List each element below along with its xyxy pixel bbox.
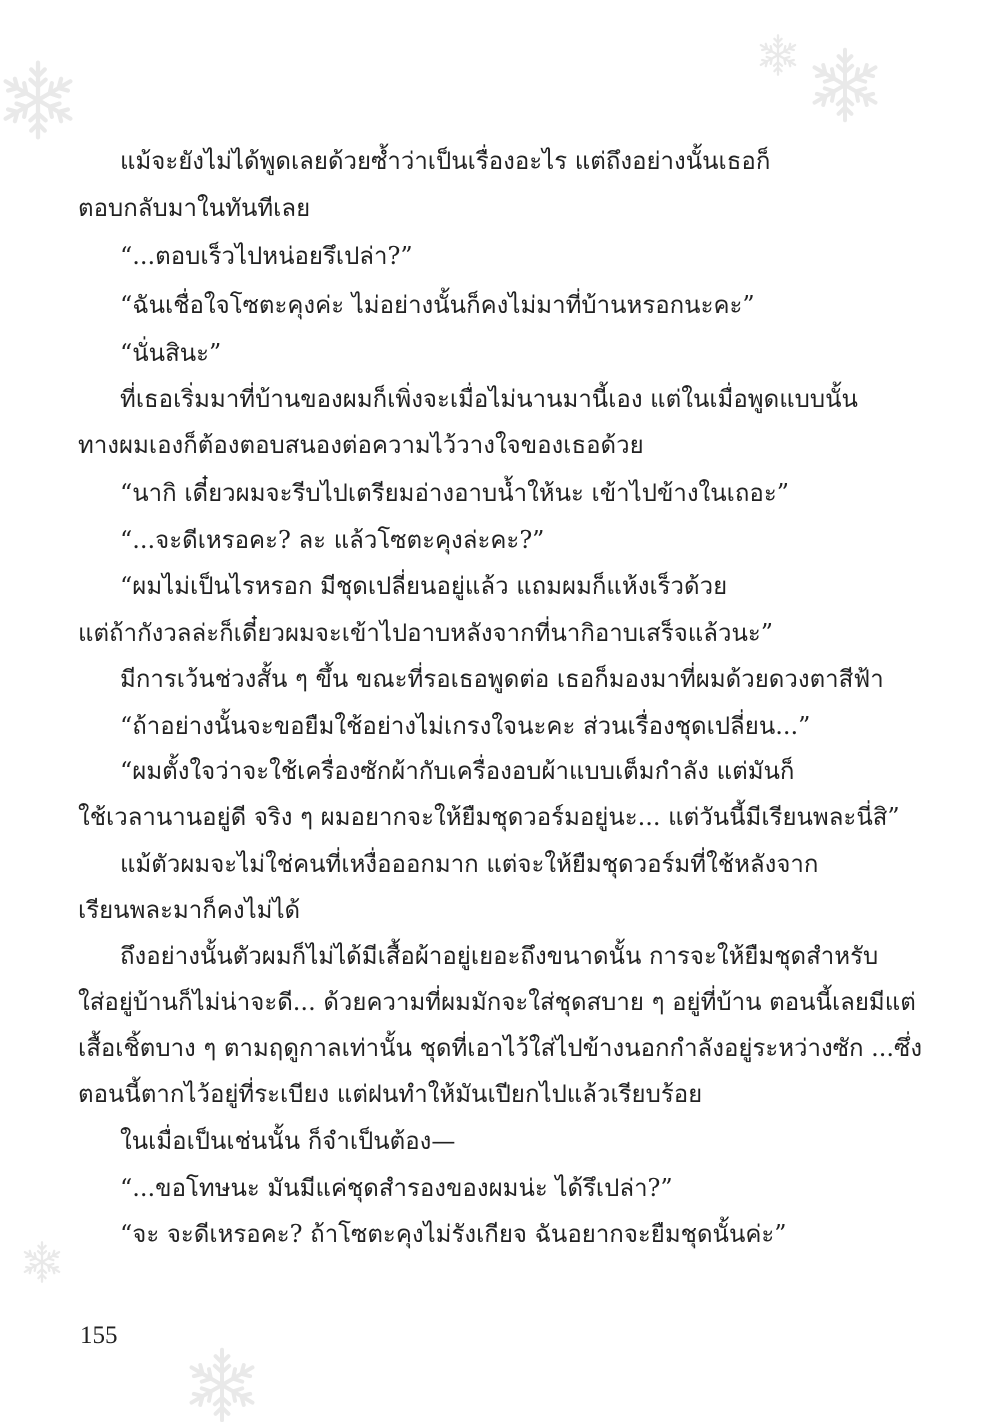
paragraph-line: ในเมื่อเป็นเช่นนั้น ก็จำเป็นต้อง— — [120, 1127, 456, 1155]
paragraph-line: ใส่อยู่บ้านก็ไม่น่าจะดี... ด้วยความที่ผมมักจะใส่ชุดสบาย ๆ อยู่ที่บ้าน ตอนนี้เลยมีแต่ — [78, 988, 916, 1016]
paragraph-line: ตอบกลับมาในทันทีเลย — [78, 194, 311, 222]
dialogue-line: “นั่นสินะ” — [120, 339, 222, 367]
dialogue-line: “ฉันเชื่อใจโซตะคุงค่ะ ไม่อย่างนั้นก็คงไม่มาที่บ้านหรอกนะคะ” — [120, 291, 755, 319]
dialogue-line: แต่ถ้ากังวลล่ะก็เดี๋ยวผมจะเข้าไปอาบหลังจากที่นากิอาบเสร็จแล้วนะ” — [78, 619, 774, 647]
paragraph-line: ที่เธอเริ่มมาที่บ้านของผมก็เพิ่งจะเมื่อไม่นานมานี้เอง แต่ในเมื่อพูดแบบนั้น — [120, 385, 858, 413]
paragraph-line: ถึงอย่างนั้นตัวผมก็ไม่ได้มีเสื้อผ้าอยู่เยอะถึงขนาดนั้น การจะให้ยืมชุดสำหรับ — [120, 942, 879, 970]
paragraph-line: เรียนพละมาก็คงไม่ได้ — [78, 896, 301, 924]
paragraph-line: แม้จะยังไม่ได้พูดเลยด้วยซ้ำว่าเป็นเรื่องอะไร แต่ถึงอย่างนั้นเธอก็ — [120, 147, 771, 175]
dialogue-line: “นากิ เดี๋ยวผมจะรีบไปเตรียมอ่างอาบน้ำให้นะ เข้าไปข้างในเถอะ” — [120, 479, 789, 507]
paragraph-line: ทางผมเองก็ต้องตอบสนองต่อความไว้วางใจของเธอด้วย — [78, 431, 644, 459]
dialogue-line: “...จะดีเหรอคะ? ละ แล้วโซตะคุงล่ะคะ?” — [120, 526, 545, 554]
paragraph-line: มีการเว้นช่วงสั้น ๆ ขึ้น ขณะที่รอเธอพูดต่อ เธอก็มองมาที่ผมด้วยดวงตาสีฟ้า — [120, 665, 884, 693]
paragraph-line: แม้ตัวผมจะไม่ใช่คนที่เหงื่อออกมาก แต่จะให้ยืมชุดวอร์มที่ใช้หลังจาก — [120, 850, 819, 878]
dialogue-line: “ผมตั้งใจว่าจะใช้เครื่องซักผ้ากับเครื่องอบผ้าแบบเต็มกำลัง แต่มันก็ — [120, 757, 795, 785]
dialogue-line: “...ขอโทษนะ มันมีแค่ชุดสำรองของผมน่ะ ได้รึเปล่า?” — [120, 1174, 673, 1202]
dialogue-line: “ผมไม่เป็นไรหรอก มีชุดเปลี่ยนอยู่แล้ว แถมผมก็แห้งเร็วด้วย — [120, 572, 728, 600]
page-number: 155 — [80, 1322, 118, 1349]
paragraph-line: ตอนนี้ตากไว้อยู่ที่ระเบียง แต่ฝนทำให้มันเปียกไปแล้วเรียบร้อย — [78, 1080, 703, 1108]
dialogue-line: “...ตอบเร็วไปหน่อยรึเปล่า?” — [120, 242, 413, 270]
dialogue-line: ใช้เวลานานอยู่ดี จริง ๆ ผมอยากจะให้ยืมชุดวอร์มอยู่นะ... แต่วันนี้มีเรียนพละนี่สิ” — [78, 803, 900, 831]
paragraph-line: เสื้อเชิ้ตบาง ๆ ตามฤดูกาลเท่านั้น ชุดที่เอาไว้ใส่ไปข้างนอกกำลังอยู่ระหว่างซัก ...ซึ่ง — [78, 1034, 923, 1062]
dialogue-line: “จะ จะดีเหรอคะ? ถ้าโซตะคุงไม่รังเกียจ ฉันอยากจะยืมชุดนั้นค่ะ” — [120, 1220, 787, 1248]
dialogue-line: “ถ้าอย่างนั้นจะขอยืมใช้อย่างไม่เกรงใจนะคะ ส่วนเรื่องชุดเปลี่ยน...” — [120, 712, 811, 740]
